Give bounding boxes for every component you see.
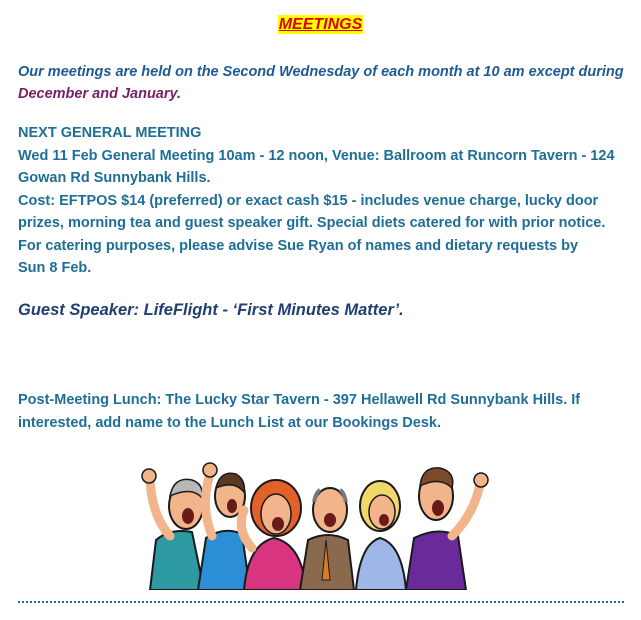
- meeting-date-venue: Wed 11 Feb General Meeting 10am - 12 noon, Venue: Ballroom at Runcorn Tavern - 124: [18, 147, 615, 164]
- person-1-figure: [142, 469, 204, 590]
- intro-months: December and January.: [18, 86, 182, 102]
- person-6-figure: [406, 468, 488, 590]
- meeting-cost: Cost: EFTPOS $14 (preferred) or exact cash $15 - includes venue charge, lucky door: [18, 192, 599, 209]
- intro-paragraph: [18, 61, 638, 105]
- meeting-rsvp-date: Sun 8 Feb.: [18, 260, 92, 276]
- page-title: MEETINGS: [278, 16, 363, 33]
- meeting-heading: NEXT GENERAL MEETING: [18, 125, 202, 141]
- intro-text: Our meetings are held on the Second Wednesday of each month at 10 am except during: [18, 64, 624, 80]
- person-3-figure: [241, 480, 306, 590]
- person-5-figure: [356, 481, 406, 590]
- lunch-venue: Post-Meeting Lunch: The Lucky Star Tavern - 397 Hellawell Rd Sunnybank Hills. If: [18, 392, 581, 408]
- lunch-signup: interested, add name to the Lunch List at our Bookings Desk.: [18, 414, 441, 431]
- dotted-divider: [18, 601, 624, 603]
- title-wrap: [0, 15, 641, 34]
- meeting-catering: For catering purposes, please advise Sue Ryan of names and dietary requests by: [18, 237, 579, 254]
- meeting-includes: prizes, morning tea and guest speaker gift. Special diets catered for with prior notice.: [18, 215, 606, 231]
- guest-speaker: Guest Speaker: LifeFlight - ‘First Minutes Matter’.: [18, 301, 404, 319]
- lunch-details: [18, 389, 633, 434]
- meeting-details: [18, 122, 633, 280]
- meeting-address: Gowan Rd Sunnybank Hills.: [18, 170, 211, 186]
- cheering-crowd-illustration: [140, 440, 510, 590]
- person-4-figure: [300, 488, 354, 590]
